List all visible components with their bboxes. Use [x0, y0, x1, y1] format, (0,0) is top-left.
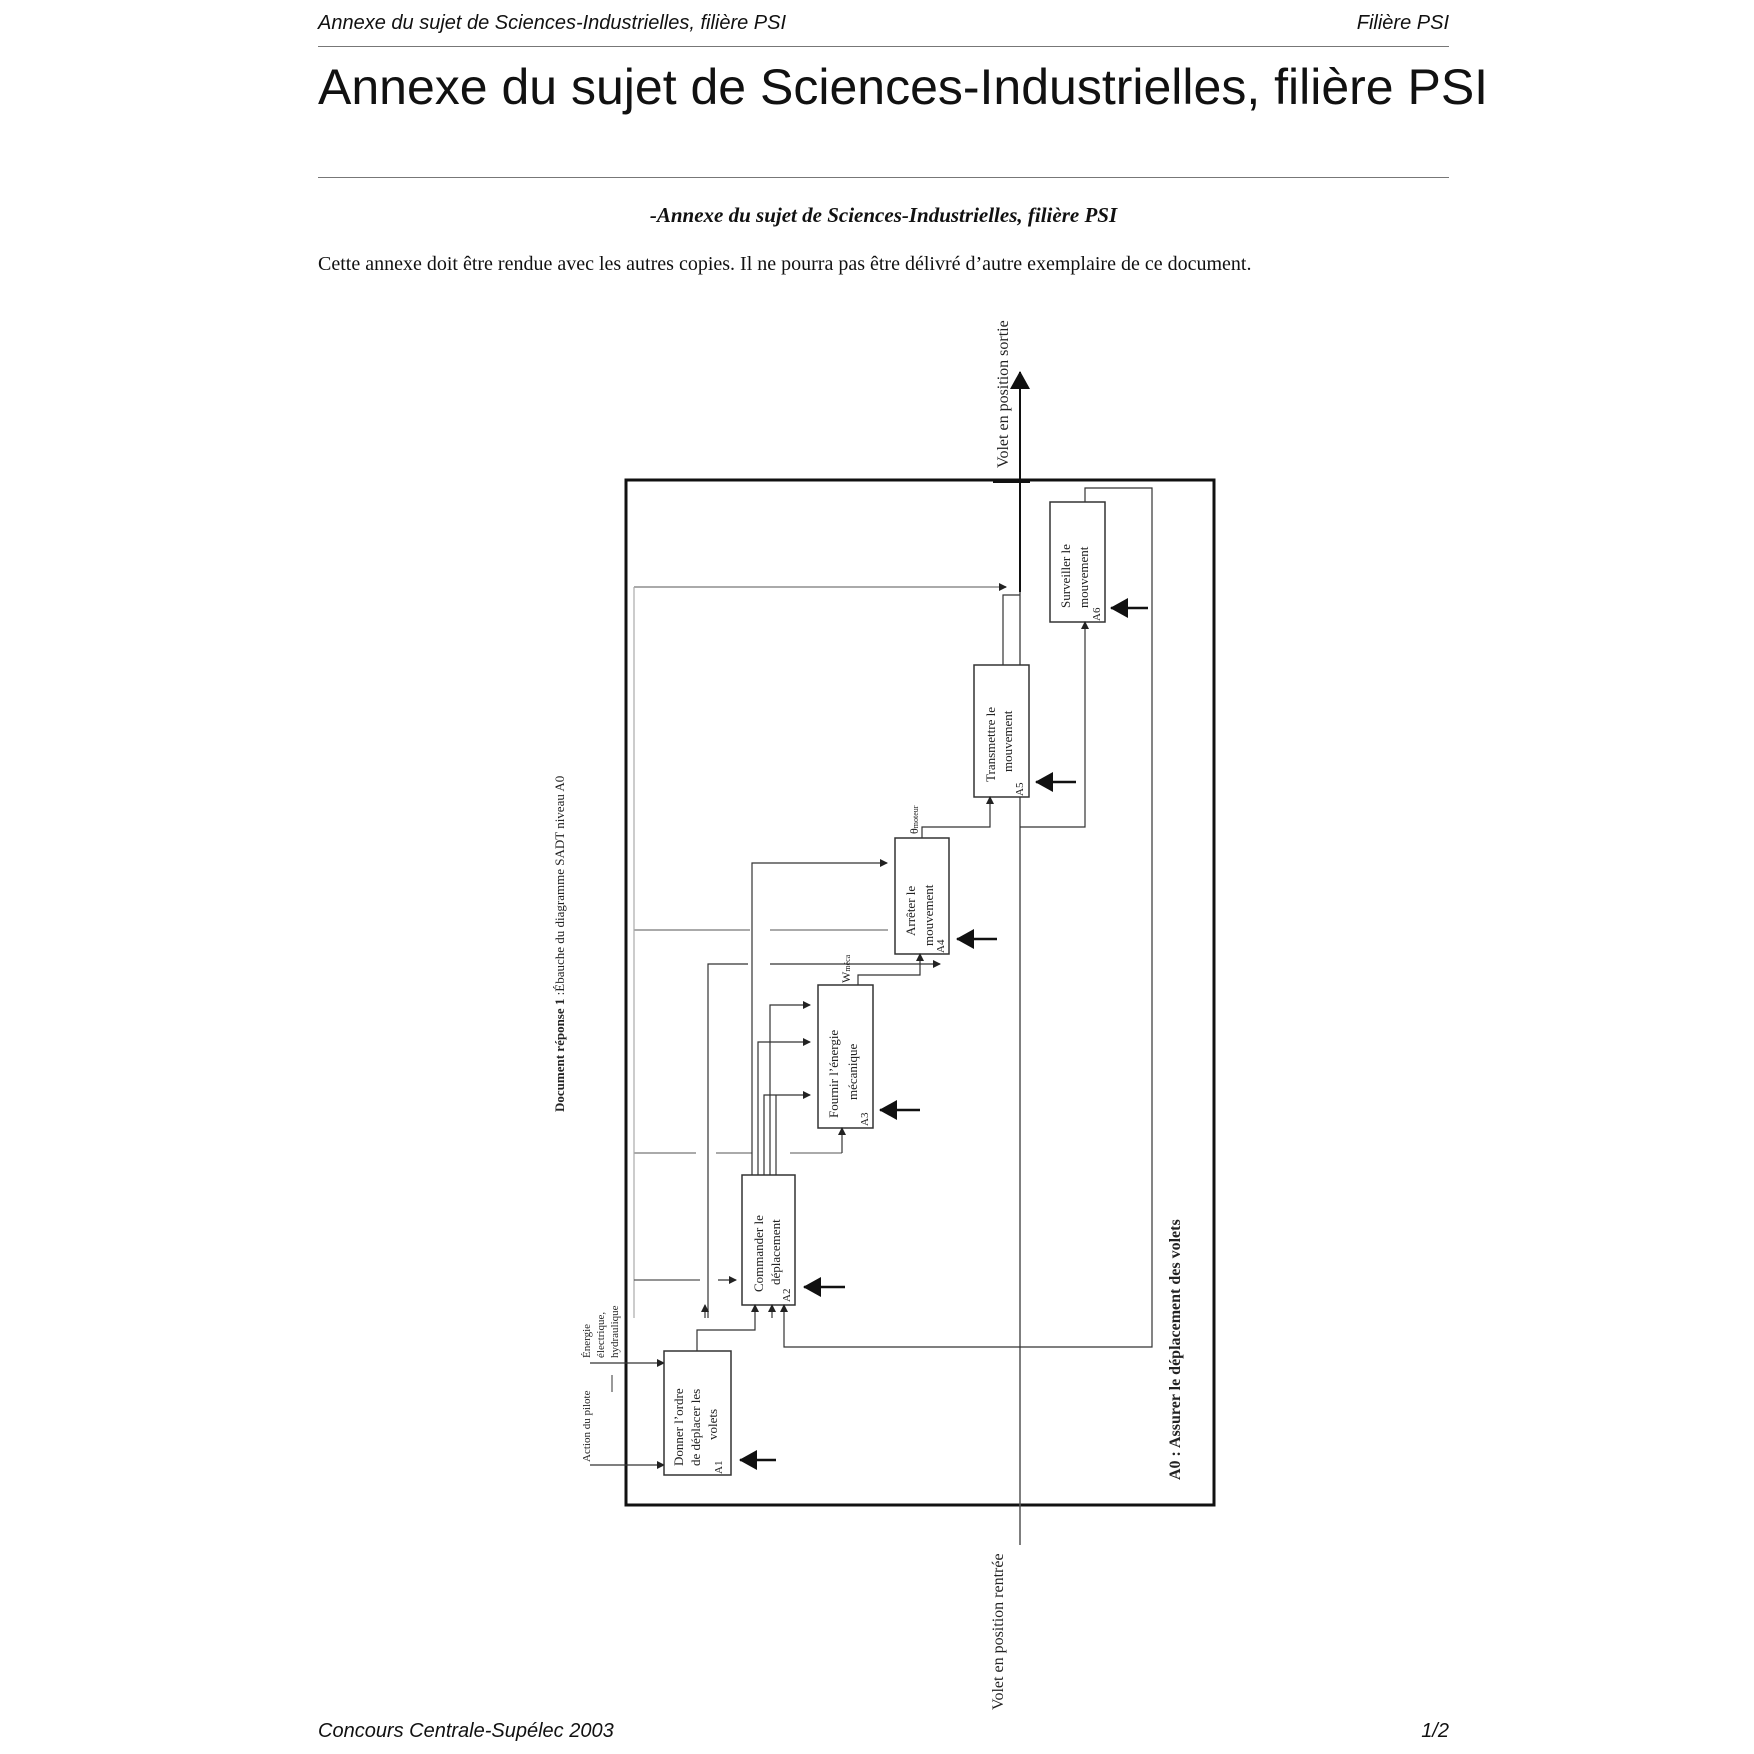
running-header-left: Annexe du sujet de Sciences-Industrielles, filière PSI	[318, 12, 787, 34]
block-a1-id: A1	[713, 1460, 725, 1474]
diagram-caption	[552, 776, 567, 1112]
block-a1-line2: de déplacer les	[688, 1388, 703, 1466]
output-label: Volet en position sortie	[995, 320, 1012, 468]
block-a3-line2: mécanique	[845, 1043, 860, 1100]
block-a2-line2: déplacement	[768, 1219, 783, 1285]
flow-theta-sub: moteur	[911, 805, 920, 829]
diagram-caption-rest: :Ébauche du diagramme SADT niveau A0	[552, 775, 567, 999]
block-a6	[1050, 502, 1105, 622]
block-a3-id: A3	[859, 1112, 871, 1126]
block-a4-line2: mouvement	[921, 884, 936, 946]
input-energy-label-1: Énergie	[581, 1323, 593, 1358]
block-a6-line2: mouvement	[1076, 546, 1091, 608]
input-label: Volet en position rentrée	[990, 1553, 1007, 1710]
annex-notice: Cette annexe doit être rendue avec les autres copies. Il ne pourra pas être délivré d’autre exemplaire de ce document.	[318, 253, 1252, 275]
diagram-caption-bold: Document réponse 1	[552, 998, 567, 1112]
input-pilot-label: Action du pilote	[581, 1390, 593, 1462]
block-a4	[895, 838, 949, 954]
flow-theta-label	[907, 805, 921, 834]
block-a2	[742, 1175, 795, 1305]
block-a6-line1: Surveiller le	[1058, 544, 1073, 608]
input-energy-label-2: électrique,	[595, 1311, 607, 1358]
block-a5	[974, 665, 1029, 797]
annex-subtitle: -Annexe du sujet de Sciences-Industrielles, filière PSI	[649, 203, 1118, 227]
block-a4-id: A4	[935, 939, 947, 953]
block-a5-line2: mouvement	[1000, 710, 1015, 772]
flow-w: W	[839, 971, 853, 983]
page-title: Annexe du sujet de Sciences-Industrielles, filière PSI	[318, 59, 1489, 115]
flow-theta: θ	[907, 828, 921, 834]
flow-w-sub: méca	[843, 954, 852, 972]
footer-page-number: 1/2	[1421, 1720, 1449, 1742]
block-a1-line1: Donner l’ordre	[671, 1388, 686, 1466]
block-a2-line1: Commander le	[751, 1215, 766, 1292]
flow-w-label	[839, 954, 853, 983]
block-a4-line1: Arrêter le	[903, 885, 918, 936]
block-a5-id: A5	[1014, 782, 1026, 796]
footer-left: Concours Centrale-Supélec 2003	[318, 1720, 614, 1742]
a0-frame-label: A0 : Assurer le déplacement des volets	[1167, 1219, 1184, 1480]
block-a1-line3: volets	[705, 1408, 720, 1440]
block-a2-id: A2	[781, 1288, 793, 1302]
input-energy-label-3: hydraulique	[609, 1305, 621, 1358]
running-header-right: Filière PSI	[1356, 12, 1449, 34]
block-a3-line1: Fournir l’énergie	[826, 1029, 841, 1118]
block-a3	[818, 985, 873, 1128]
block-a1	[664, 1351, 731, 1475]
block-a6-id: A6	[1091, 607, 1103, 621]
block-a5-line1: Transmettre le	[983, 707, 998, 782]
